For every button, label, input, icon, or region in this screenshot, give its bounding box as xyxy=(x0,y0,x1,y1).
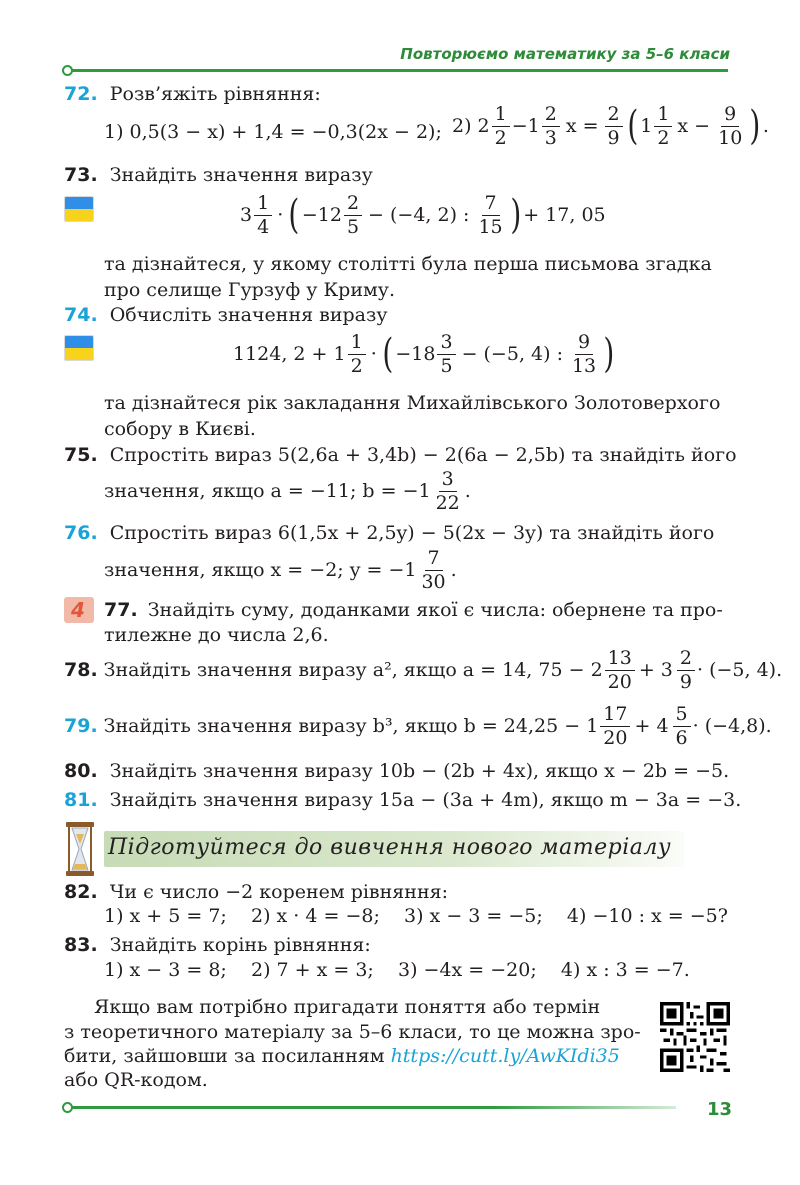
exercise-number: 80. xyxy=(64,760,98,782)
exercise-73-expression: 3 $\frac{1}{4}$ · ( −12 $\frac{2}{5}$ − (−4, 2) : $\frac{7}{15}$ ) + 17, 05 xyxy=(240,192,606,238)
ukraine-flag-icon xyxy=(64,335,94,361)
header-rule-dot xyxy=(62,65,73,76)
exercise-text: Розв’яжіть рівняння: xyxy=(109,83,321,105)
exercise-76-condition: значення, якщо x = −2; y = −1 $\frac{7}{30}$ . xyxy=(104,547,457,593)
exercise-73 xyxy=(64,163,373,187)
exercise-73-tail-line2: про селище Гурзуф у Криму. xyxy=(104,279,395,301)
exercise-74 xyxy=(64,303,388,327)
qr-code-icon[interactable] xyxy=(660,1000,730,1074)
exercise-77-line2: тилежне до числа 2,6. xyxy=(104,624,329,646)
exercise-82-items: 1) x + 5 = 7; 2) x · 4 = −8; 3) x − 3 = −5; 4) −10 : x = −5? xyxy=(104,905,728,927)
exercise-76 xyxy=(64,521,714,545)
exercise-78: 78. Знайдіть значення виразу a², якщо a = 14, 75 − 2 $\frac{13}{20}$ + 3 $\frac{2}{9}$ · (−5, 4). xyxy=(64,647,783,693)
exercise-82 xyxy=(64,880,448,904)
exercise-text: Чи є число −2 коренем рівняння: xyxy=(109,881,448,903)
exercise-number: 81. xyxy=(64,789,98,811)
exercise-75 xyxy=(64,443,737,467)
exercise-text: Обчисліть значення виразу xyxy=(109,304,388,326)
exercise-74-tail-line1: та дізнайтеся рік закладання Михайлівського Золотоверхого xyxy=(104,392,721,414)
exercise-74-expression: 1124, 2 + 1 $\frac{1}{2}$ · ( −18 $\frac{3}{5}$ − (−5, 4) : $\frac{9}{13}$ ) xyxy=(233,331,615,377)
exercise-number: 76. xyxy=(64,522,98,544)
resource-link[interactable]: https://cutt.ly/AwKIdi35 xyxy=(390,1045,620,1067)
exercise-number: 82. xyxy=(64,881,98,903)
footer-note-line4: або QR-кодом. xyxy=(64,1069,208,1091)
exercise-77 xyxy=(104,598,723,622)
exercise-text: Спростіть вираз 6(1,5x + 2,5y) − 5(2x − 3y) та знайдіть його xyxy=(109,522,715,544)
exercise-number: 73. xyxy=(64,164,98,186)
exercise-81 xyxy=(64,788,741,812)
footer-rule xyxy=(66,1106,676,1109)
exercise-72-eq1: 1) 0,5(3 − x) + 1,4 = −0,3(2x − 2); xyxy=(104,121,442,143)
footer-note-line2: з теоретичного матеріалу за 5–6 класи, то це можна зро- xyxy=(64,1021,641,1043)
exercise-number: 72. xyxy=(64,83,98,105)
exercise-text: Знайдіть корінь рівняння: xyxy=(109,934,371,956)
ukraine-flag-icon xyxy=(64,196,94,222)
exercise-75-condition: значення, якщо a = −11; b = −1 $\frac{3}{22}$ . xyxy=(104,468,471,514)
exercise-73-tail-line1: та дізнайтеся, у якому столітті була перша письмова згадка xyxy=(104,253,712,275)
section-banner-title: Підготуйтеся до вивчення нового матеріалу xyxy=(108,835,672,860)
running-header: Повторюємо математику за 5–6 класи xyxy=(400,45,730,63)
exercise-text: Спростіть вираз 5(2,6a + 3,4b) − 2(6a − 2,5b) та знайдіть його xyxy=(109,444,737,466)
exercise-number: 75. xyxy=(64,444,98,466)
exercise-text: Знайдіть значення виразу 15a − (3a + 4m), якщо m − 3a = −3. xyxy=(109,789,742,811)
footer-rule-dot xyxy=(62,1102,73,1113)
exercise-number: 83. xyxy=(64,934,98,956)
exercise-80 xyxy=(64,759,729,783)
exercise-79: 79. Знайдіть значення виразу b³, якщо b = 24,25 − 1 $\frac{17}{20}$ + 4 $\frac{5}{6}$ · (−4,8). xyxy=(64,703,772,749)
exercise-text: Знайдіть суму, доданками якої є числа: обернене та про- xyxy=(147,599,723,621)
header-rule xyxy=(66,69,728,72)
exercise-83 xyxy=(64,933,371,957)
footer-note-line1: Якщо вам потрібно пригадати поняття або термін xyxy=(94,996,601,1018)
exercise-74-tail-line2: собору в Києві. xyxy=(104,418,256,440)
exercise-number: 74. xyxy=(64,304,98,326)
footer-note-line3: бити, зайшовши за посиланням https://cutt.ly/AwKIdi35 xyxy=(64,1045,620,1067)
hourglass-icon xyxy=(66,822,94,876)
exercise-text: Знайдіть значення виразу xyxy=(109,164,373,186)
exercise-72-eq2: 2) 2 $\frac{1}{2}$ −1 $\frac{2}{3}$ x = $\frac{2}{9}$ ( 1 $\frac{1}{2}$ x − $\frac{9}{10}$ ) . xyxy=(452,103,769,149)
exercise-83-items: 1) x − 3 = 8; 2) 7 + x = 3; 3) −4x = −20; 4) x : 3 = −7. xyxy=(104,959,690,981)
exercise-number: 77. xyxy=(104,599,138,621)
level-4-icon: 4 xyxy=(64,597,94,623)
exercise-text: Знайдіть значення виразу 10b − (2b + 4x), якщо x − 2b = −5. xyxy=(109,760,730,782)
exercise-72 xyxy=(64,82,321,106)
page-number: 13 xyxy=(706,1099,732,1120)
section-banner xyxy=(104,831,684,867)
